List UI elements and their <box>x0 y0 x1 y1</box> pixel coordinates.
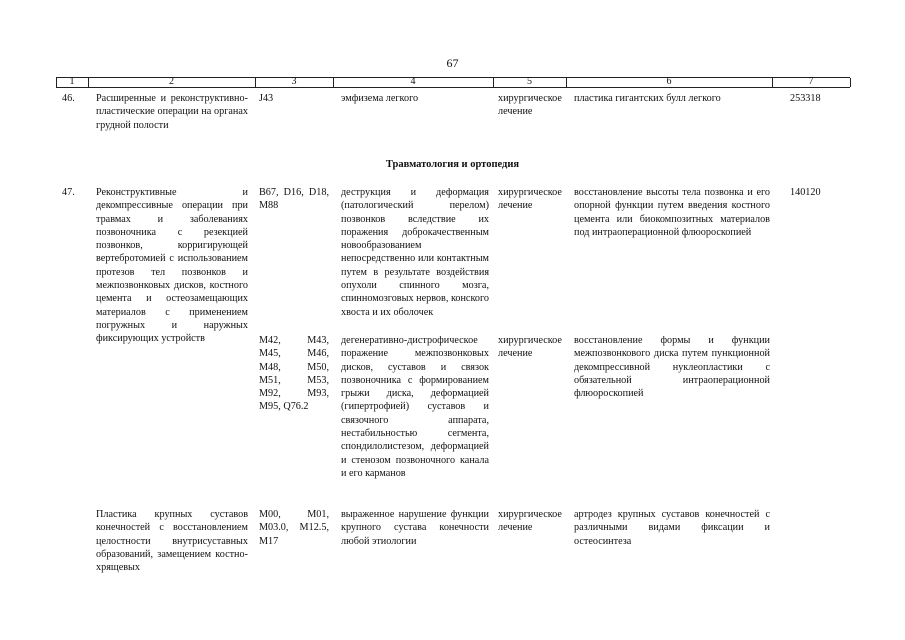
row46-method: пластика гигантских булл легкого <box>574 93 721 104</box>
row48-codes: M00, M01, M03.0, M12.5, M17 <box>259 509 329 547</box>
row47-sub1-codes: B67, D16, D18, M88 <box>259 187 329 212</box>
row47-cost: 140120 <box>790 187 821 198</box>
row46-model: эмфизема легкого <box>341 93 419 104</box>
row47-sub1-method: восстановление высоты тела позвонка и его опорной функции путем введения костного цемента или биокомпозитных материалов под интраоперационной флюороскопией <box>574 187 770 238</box>
header-col-3: 3 <box>291 76 297 87</box>
header-bottom-rule <box>56 87 850 88</box>
row47-sub1-treatment: хирургическое лечение <box>498 187 562 212</box>
row46-treatment: хирургическое лечение <box>498 93 562 118</box>
row46-number: 46. <box>62 93 75 104</box>
header-col-6: 6 <box>666 76 672 87</box>
row47-sub2-codes: M42, M43, M45, M46, M48, M50, M51, M53, M92, M93, M95, Q76.2 <box>259 335 329 413</box>
header-col-2: 2 <box>169 76 174 87</box>
header-col-1: 1 <box>69 76 75 87</box>
header-col-7: 7 <box>808 76 814 87</box>
row47-sub2-treatment: хирургическое лечение <box>498 335 562 360</box>
row47-name: Реконструктивные и декомпрессивные операции при травмах и заболеваниях позвоночника с резекцией позвонков, корригирующей вертебротомией с использованием протезов тел позвонков и межпозвонковых дисков, костного цемента и остеозамещающих материалов с применением погружных и наружных фиксирующих устройств <box>96 187 248 345</box>
row48-model: выраженное нарушение функции крупного сустава конечности любой этиологии <box>341 509 489 547</box>
header-col-divider <box>850 78 851 87</box>
row47-number: 47. <box>62 187 75 198</box>
row47-sub1-model: деструкция и деформация (патологический перелом) позвонков вследствие их поражения доброкачественным новообразованием непосредственно или контактным путем в результате воздействия опухоли спинного мозга, спинномозговых нервов, конского хвоста и их оболочек <box>341 187 489 318</box>
row46-cost: 253318 <box>790 93 821 104</box>
row47-sub2-method: восстановление формы и функции межпозвонкового диска путем пункционной декомпрессивной нуклеопластики с обязательной интраоперационной флюороскопией <box>574 335 770 400</box>
header-col-4: 4 <box>410 76 416 87</box>
row48-name: Пластика крупных суставов конечностей с восстановлением целостности внутрисуставных образований, замещением костно-хрящевых <box>96 509 248 574</box>
row48-method: артродез крупных суставов конечностей с различными видами фиксации и остеосинтеза <box>574 509 770 547</box>
row46-codes: J43 <box>259 93 274 104</box>
section-title: Травматология и ортопедия <box>385 159 520 170</box>
row46-name: Расширенные и реконструктивно-пластические операции на органах грудной полости <box>96 93 248 131</box>
row47-sub2-model: дегенеративно-дистрофическое поражение межпозвонковых дисков, суставов и связок позвоночника с формированием грыжи диска, деформацией (гипертрофией) суставов и связочного аппарата, нестабильностью сегмента, спондилолистезом, деформацией и стенозом позвоночного канала и его карманов <box>341 335 489 479</box>
row48-treatment: хирургическое лечение <box>498 509 562 534</box>
header-col-5: 5 <box>527 76 532 87</box>
page-number: 67 <box>446 56 459 70</box>
